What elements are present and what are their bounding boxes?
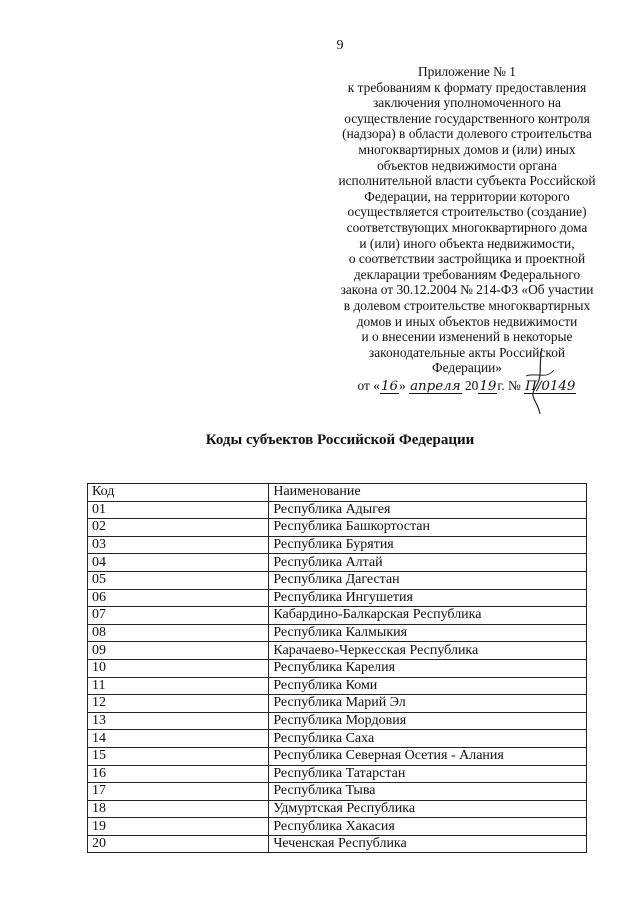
table-row [88, 571, 587, 589]
region-code-cell: 15 [88, 747, 269, 765]
region-name-cell: Республика Башкортостан [269, 519, 587, 537]
table-row [88, 765, 587, 783]
appendix-line: Федерации, на территории которого [364, 188, 570, 204]
table-row [88, 659, 587, 677]
date-prefix: от « [357, 377, 380, 393]
table-row [88, 730, 587, 748]
region-name-cell: Чеченская Республика [269, 835, 587, 853]
region-code-cell: 19 [88, 818, 269, 836]
region-code-cell: 08 [88, 624, 269, 642]
region-name-cell: Республика Алтай [269, 554, 587, 572]
signature-mark [520, 346, 560, 416]
region-name-cell: Республика Татарстан [269, 765, 587, 783]
region-name-cell: Республика Ингушетия [269, 589, 587, 607]
region-code-cell: 09 [88, 642, 269, 660]
table-row [88, 607, 587, 625]
table-row [88, 589, 587, 607]
region-code-cell: 13 [88, 712, 269, 730]
date-year-suffix: 19 [479, 378, 497, 394]
table-row [88, 712, 587, 730]
region-name-cell: Кабардино-Балкарская Республика [269, 607, 587, 625]
region-name-cell: Удмуртская Республика [269, 800, 587, 818]
appendix-line: заключения уполномоченного на [373, 95, 561, 111]
column-header-name: Наименование [269, 484, 587, 502]
region-name-cell: Карачаево-Черкесская Республика [269, 642, 587, 660]
region-code-cell: 03 [88, 536, 269, 554]
table-row [88, 800, 587, 818]
region-name-cell: Республика Северная Осетия - Алания [269, 747, 587, 765]
table-row [88, 519, 587, 537]
appendix-line: к требованиям к формату предоставления [347, 79, 587, 95]
appendix-line: домов и иных объектов недвижимости [356, 313, 578, 329]
region-code-cell: 06 [88, 589, 269, 607]
region-name-cell: Республика Адыгея [269, 501, 587, 519]
region-code-cell: 02 [88, 519, 269, 537]
date-month: апреля [410, 378, 461, 394]
region-code-cell: 04 [88, 554, 269, 572]
appendix-line: законодательные акты Российской [368, 344, 566, 360]
region-code-cell: 11 [88, 677, 269, 695]
appendix-line: осуществляется строительство (создание) [347, 204, 587, 220]
table-row [88, 624, 587, 642]
date-day: 16 [380, 378, 398, 394]
region-name-cell: Республика Мордовия [269, 712, 587, 730]
table-row [88, 747, 587, 765]
table-row [88, 783, 587, 801]
region-code-cell: 17 [88, 783, 269, 801]
region-code-cell: 01 [88, 501, 269, 519]
appendix-line: о соответствии застройщика и проектной [348, 251, 586, 267]
order-number: П/0149 [525, 378, 576, 394]
region-name-cell: Республика Калмыкия [269, 624, 587, 642]
appendix-line: соответствующих многоквартирного дома [346, 219, 588, 235]
region-name-cell: Республика Карелия [269, 659, 587, 677]
appendix-line: в долевом строительстве многоквартирных [343, 297, 591, 313]
appendix-line: объектов недвижимости органа [377, 157, 557, 173]
region-code-cell: 20 [88, 835, 269, 853]
region-code-cell: 05 [88, 571, 269, 589]
appendix-line: исполнительной власти субъекта Российской [338, 173, 596, 189]
region-name-cell: Республика Хакасия [269, 818, 587, 836]
region-code-cell: 07 [88, 607, 269, 625]
region-name-cell: Республика Саха [269, 730, 587, 748]
appendix-line: закона от 30.12.2004 № 214-ФЗ «Об участии [340, 282, 594, 298]
appendix-line: Федерации» [432, 360, 502, 376]
order-date-line [320, 378, 614, 394]
table-header-row [88, 484, 587, 502]
appendix-header [320, 64, 614, 394]
region-code-cell: 10 [88, 659, 269, 677]
appendix-line: и (или) иного объекта недвижимости, [359, 235, 575, 251]
table-row [88, 818, 587, 836]
region-name-cell: Республика Коми [269, 677, 587, 695]
region-name-cell: Республика Марий Эл [269, 695, 587, 713]
region-code-cell: 12 [88, 695, 269, 713]
table-row [88, 677, 587, 695]
table-row [88, 835, 587, 853]
region-codes-table [87, 483, 587, 853]
appendix-line: декларации требованиям Федерального [353, 266, 581, 282]
appendix-title: Приложение № 1 [417, 64, 517, 79]
page-number: 9 [336, 38, 344, 53]
appendix-line: осуществление государственного контроля [344, 110, 590, 126]
table-body [88, 501, 587, 853]
appendix-line: и о внесении изменений в некоторые [361, 329, 573, 345]
region-name-cell: Республика Бурятия [269, 536, 587, 554]
region-name-cell: Республика Тыва [269, 783, 587, 801]
date-mid: » [399, 377, 406, 393]
region-code-cell: 16 [88, 765, 269, 783]
region-code-cell: 18 [88, 800, 269, 818]
date-year-prefix: 20 [464, 377, 479, 393]
table-row [88, 695, 587, 713]
appendix-line: (надзора) в области долевого строительства [342, 126, 592, 142]
table-row [88, 501, 587, 519]
region-name-cell: Республика Дагестан [269, 571, 587, 589]
appendix-line: многоквартирных домов и (или) иных [358, 141, 576, 157]
table-row [88, 642, 587, 660]
order-number-prefix: г. № [497, 377, 521, 393]
table-row [88, 554, 587, 572]
region-code-cell: 14 [88, 730, 269, 748]
column-header-code: Код [88, 484, 269, 502]
table-title: Коды субъектов Российской Федерации [205, 432, 475, 448]
table-row [88, 536, 587, 554]
